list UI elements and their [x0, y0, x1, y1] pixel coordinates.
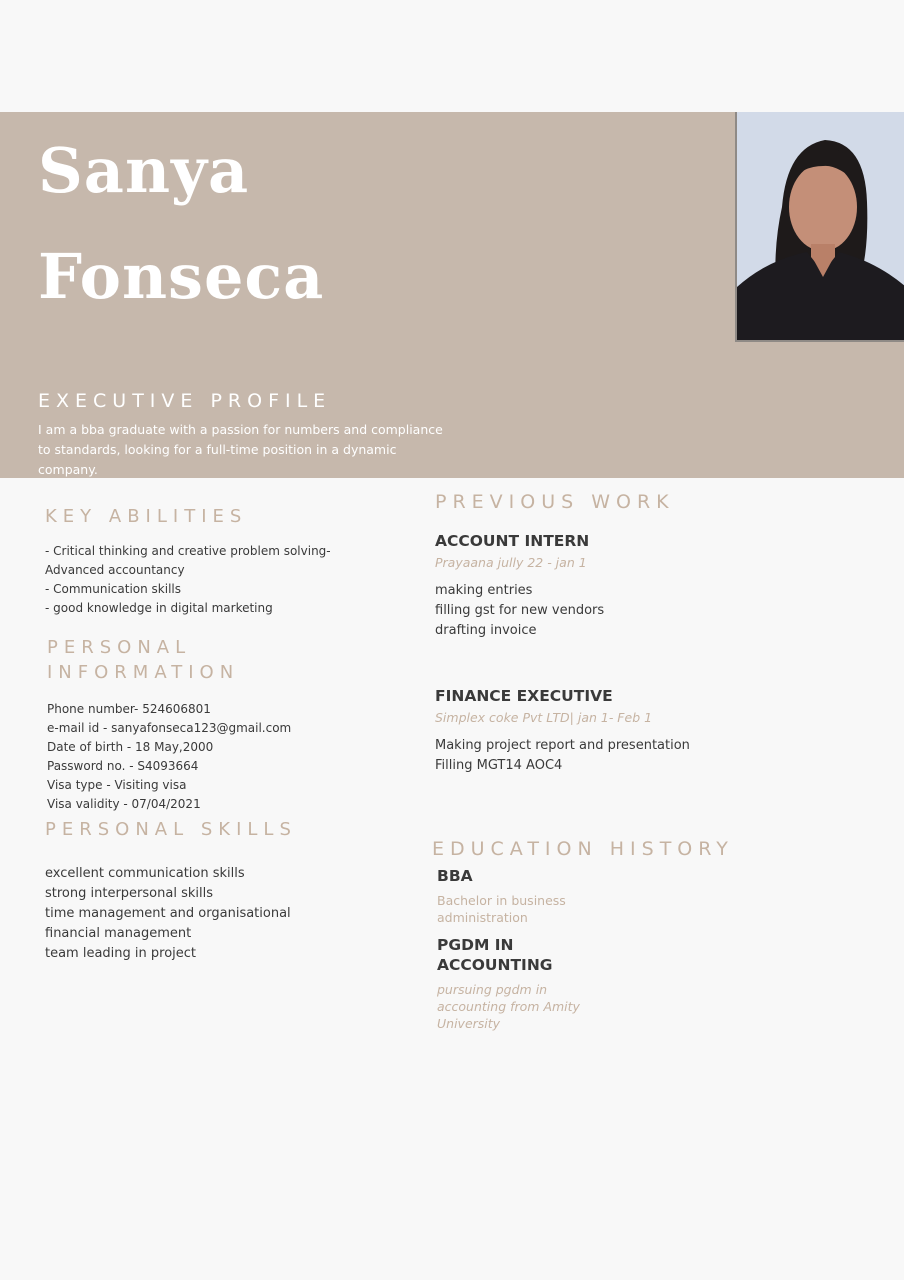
list-item: Visa validity - 07/04/2021 — [47, 797, 201, 811]
list-item: Visa type - Visiting visa — [47, 778, 187, 792]
list-item: strong interpersonal skills — [45, 886, 213, 901]
list-item: e-mail id - sanyafonseca123@gmail.com — [47, 721, 292, 735]
education-description: administration — [437, 910, 528, 925]
personal-information-title-line2: INFORMATION — [47, 662, 240, 683]
last-name: Fonseca — [38, 240, 325, 313]
personal-information-list — [47, 700, 291, 814]
education-description: pursuing pgdm in — [437, 982, 548, 997]
list-item: - Communication skills — [45, 582, 181, 596]
key-abilities-list — [45, 542, 331, 618]
key-abilities-title: KEY ABILITIES — [45, 506, 248, 527]
job-duties — [435, 736, 690, 776]
list-item: Date of birth - 18 May,2000 — [47, 740, 214, 754]
education-title: ACCOUNTING — [437, 956, 553, 974]
education-description: Bachelor in business — [437, 893, 566, 908]
job-title: FINANCE EXECUTIVE — [435, 687, 613, 705]
education-title: BBA — [437, 867, 473, 885]
list-item: - good knowledge in digital marketing — [45, 601, 273, 615]
personal-skills-list — [45, 864, 291, 964]
list-item: team leading in project — [45, 946, 197, 961]
education-description: accounting from Amity — [437, 999, 580, 1014]
education-description: University — [437, 1016, 501, 1031]
list-item: Filling MGT14 AOC4 — [435, 758, 563, 773]
job-subtitle: Simplex coke Pvt LTD| jan 1- Feb 1 — [435, 710, 653, 725]
job-duties — [435, 581, 604, 641]
list-item: Advanced accountancy — [45, 563, 185, 577]
job-subtitle: Prayaana jully 22 - jan 1 — [435, 555, 587, 570]
list-item: - Critical thinking and creative problem solving- — [45, 544, 331, 558]
list-item: excellent communication skills — [45, 866, 245, 881]
personal-skills-title: PERSONAL SKILLS — [45, 819, 297, 840]
executive-profile-text: I am a bba graduate with a passion for numbers and compliance to standards, looking for a full-time position in a dynamic company. — [38, 422, 443, 477]
list-item: time management and organisational — [45, 906, 291, 921]
list-item: Phone number- 524606801 — [47, 702, 211, 716]
list-item: Password no. - S4093664 — [47, 759, 199, 773]
job-title: ACCOUNT INTERN — [435, 532, 590, 550]
list-item: making entries — [435, 583, 533, 598]
profile-photo-illustration — [737, 112, 904, 342]
education-title: PGDM IN — [437, 936, 514, 954]
first-name: Sanya — [38, 134, 250, 207]
education-history-title: EDUCATION HISTORY — [432, 838, 734, 860]
personal-information-title-line1: PERSONAL — [47, 637, 192, 658]
executive-profile-title: EXECUTIVE PROFILE — [38, 390, 332, 412]
list-item: financial management — [45, 926, 192, 941]
list-item: drafting invoice — [435, 623, 537, 638]
list-item: filling gst for new vendors — [435, 603, 605, 618]
list-item: Making project report and presentation — [435, 738, 690, 753]
previous-work-title: PREVIOUS WORK — [435, 491, 675, 513]
profile-photo — [735, 112, 904, 342]
